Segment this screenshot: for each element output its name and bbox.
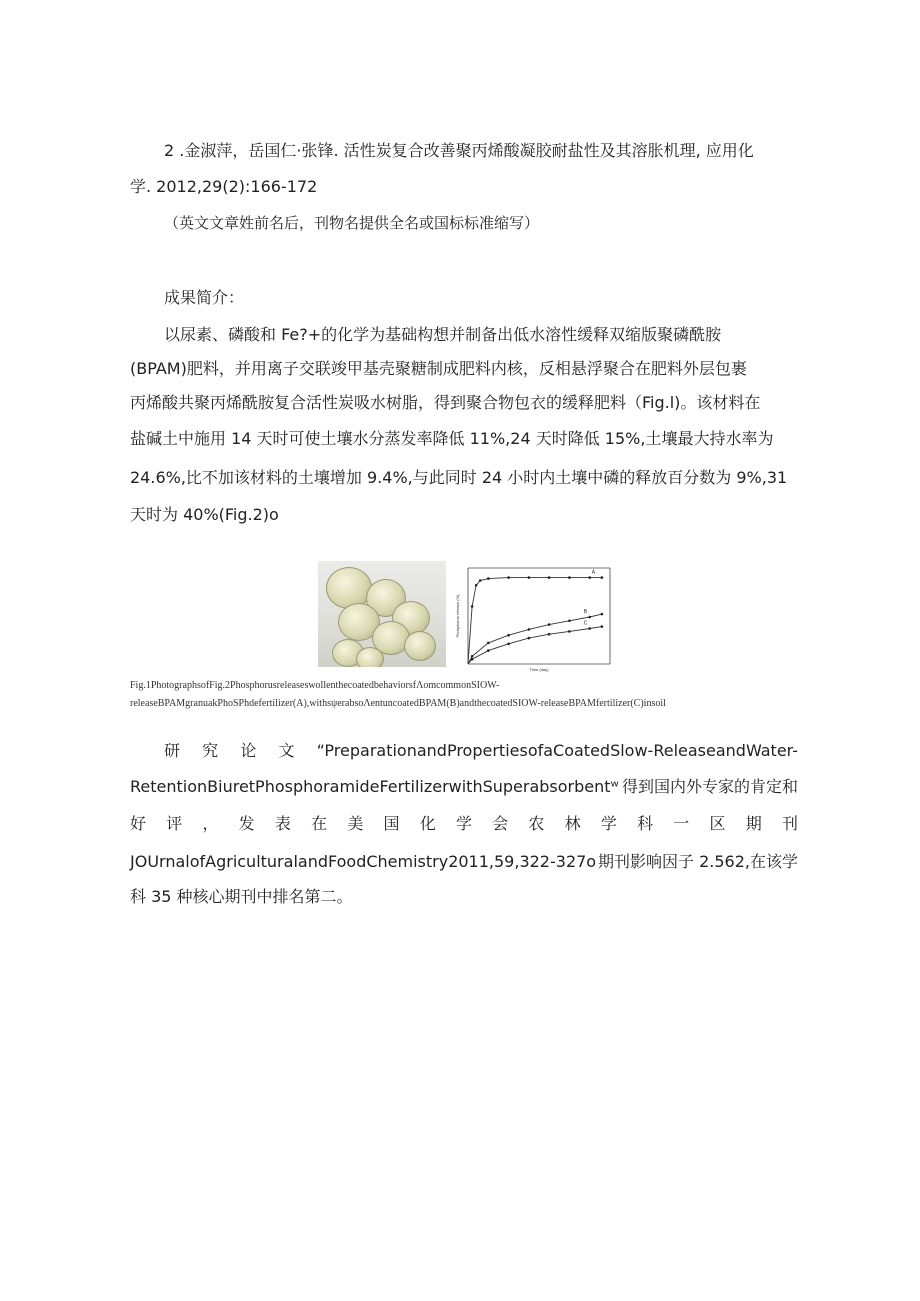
summary-line: 丙烯酸共聚丙烯酰胺复合活性炭吸水树脂，得到聚合物包衣的缓释肥料（Fig.l)。该材料在 <box>130 393 761 412</box>
reference-line-2: 学. 2012,29(2):166-172 <box>130 177 318 196</box>
data-point <box>601 576 604 579</box>
data-point <box>487 577 490 580</box>
summary-line: 24.6%,比不加该材料的土壤增加 9.4%,与此同时 24 小时内土壤中磷的释放百分数为 9%,31 <box>130 468 788 487</box>
figure-caption-line-1: Fig.1PhotographsofFig.2PhosphorusreleaseswollenthecoatedbehaviorsfΛomcommonSIOW- <box>130 680 500 691</box>
summary-line: 天时为 40%(Fig.2)o <box>130 505 279 524</box>
figure-caption-line-2: releaseBPAMgranuakPhoSPhdefertilizer(A),withsψerabsoΛentuncoatedBPAM(B)andthecoatedSIOW-releaseBPAMfertilizer(C)insoil <box>130 698 666 709</box>
data-point <box>601 625 604 628</box>
paper-title-part-1: “PreparationandPropertiesofaCoatedSlow-ReleaseandWater- <box>316 741 798 760</box>
data-point <box>479 579 482 582</box>
summary-line: 盐碱土中施用 14 天时可使土壤水分蒸发率降低 11%,24 天时降低 15%,土壤最大持水率为 <box>130 429 774 448</box>
data-point <box>568 576 571 579</box>
research-line-1: 研 究 论 文 “PreparationandPropertiesofaCoatedSlow-ReleaseandWater- <box>164 741 798 760</box>
phosphorus-release-chart <box>454 560 614 672</box>
research-line-3: 好 评 ， 发 表 在 美 国 化 学 会 农 林 学 科 一 区 期 刊 <box>130 814 798 833</box>
data-point <box>487 649 490 652</box>
data-point <box>588 627 591 630</box>
data-point <box>471 655 474 658</box>
paper-title-part-2: RetentionBiuretPhosphoramideFertilizerwithSuperabsorbentʷ <box>130 777 619 796</box>
reference-note: （英文文章姓前名后，刊物名提供全名或国标标准缩写） <box>164 214 540 232</box>
series-label: B <box>583 609 588 615</box>
data-point <box>471 605 474 608</box>
research-line-4: JOUrnalofAgriculturalandFoodChemistry2011,59,322-327o 期刊影响因子 2.562,在该学 <box>130 852 798 871</box>
data-point <box>475 584 478 587</box>
data-point <box>507 643 510 646</box>
research-line-2: RetentionBiuretPhosphoramideFertilizerwithSuperabsorbentʷ 得到国内外专家的肯定和 <box>130 777 798 796</box>
data-point <box>487 642 490 645</box>
data-point <box>528 576 531 579</box>
summary-heading: 成果简介： <box>164 288 245 307</box>
reference-line-1: 2 .金淑萍，岳国仁·张锋. 活性炭复合改善聚丙烯酸凝胶耐盐性及其溶胀机理, 应用化 <box>164 141 754 160</box>
y-axis-label: Phosphorus release (%) <box>455 594 460 638</box>
summary-line: 以尿素、磷酸和 Fe?+的化学为基础构想并制备出低水溶性缓释双缩版聚磷酰胺 <box>164 325 722 344</box>
data-point <box>528 637 531 640</box>
data-point <box>548 576 551 579</box>
data-point <box>568 630 571 633</box>
series-label: C <box>583 620 588 627</box>
data-point <box>568 620 571 623</box>
series-label: A <box>591 569 596 576</box>
data-point <box>471 658 474 661</box>
data-point <box>548 623 551 626</box>
fertilizer-granules-photo <box>318 561 446 667</box>
data-point <box>528 628 531 631</box>
data-point <box>588 616 591 619</box>
research-line-5: 科 35 种核心期刊中排名第二。 <box>130 887 353 906</box>
x-axis-label: Time (day) <box>529 667 549 672</box>
data-point <box>507 576 510 579</box>
data-point <box>588 576 591 579</box>
data-point <box>601 613 604 616</box>
data-point <box>507 634 510 637</box>
summary-line: (BPAM)肥料，并用离子交联竣甲基壳聚糖制成肥料内核，反相悬浮聚合在肥料外层包裹 <box>130 359 747 378</box>
data-point <box>548 633 551 636</box>
journal-name: JOUrnalofAgriculturalandFoodChemistry2011,59,322-327o <box>130 852 597 871</box>
